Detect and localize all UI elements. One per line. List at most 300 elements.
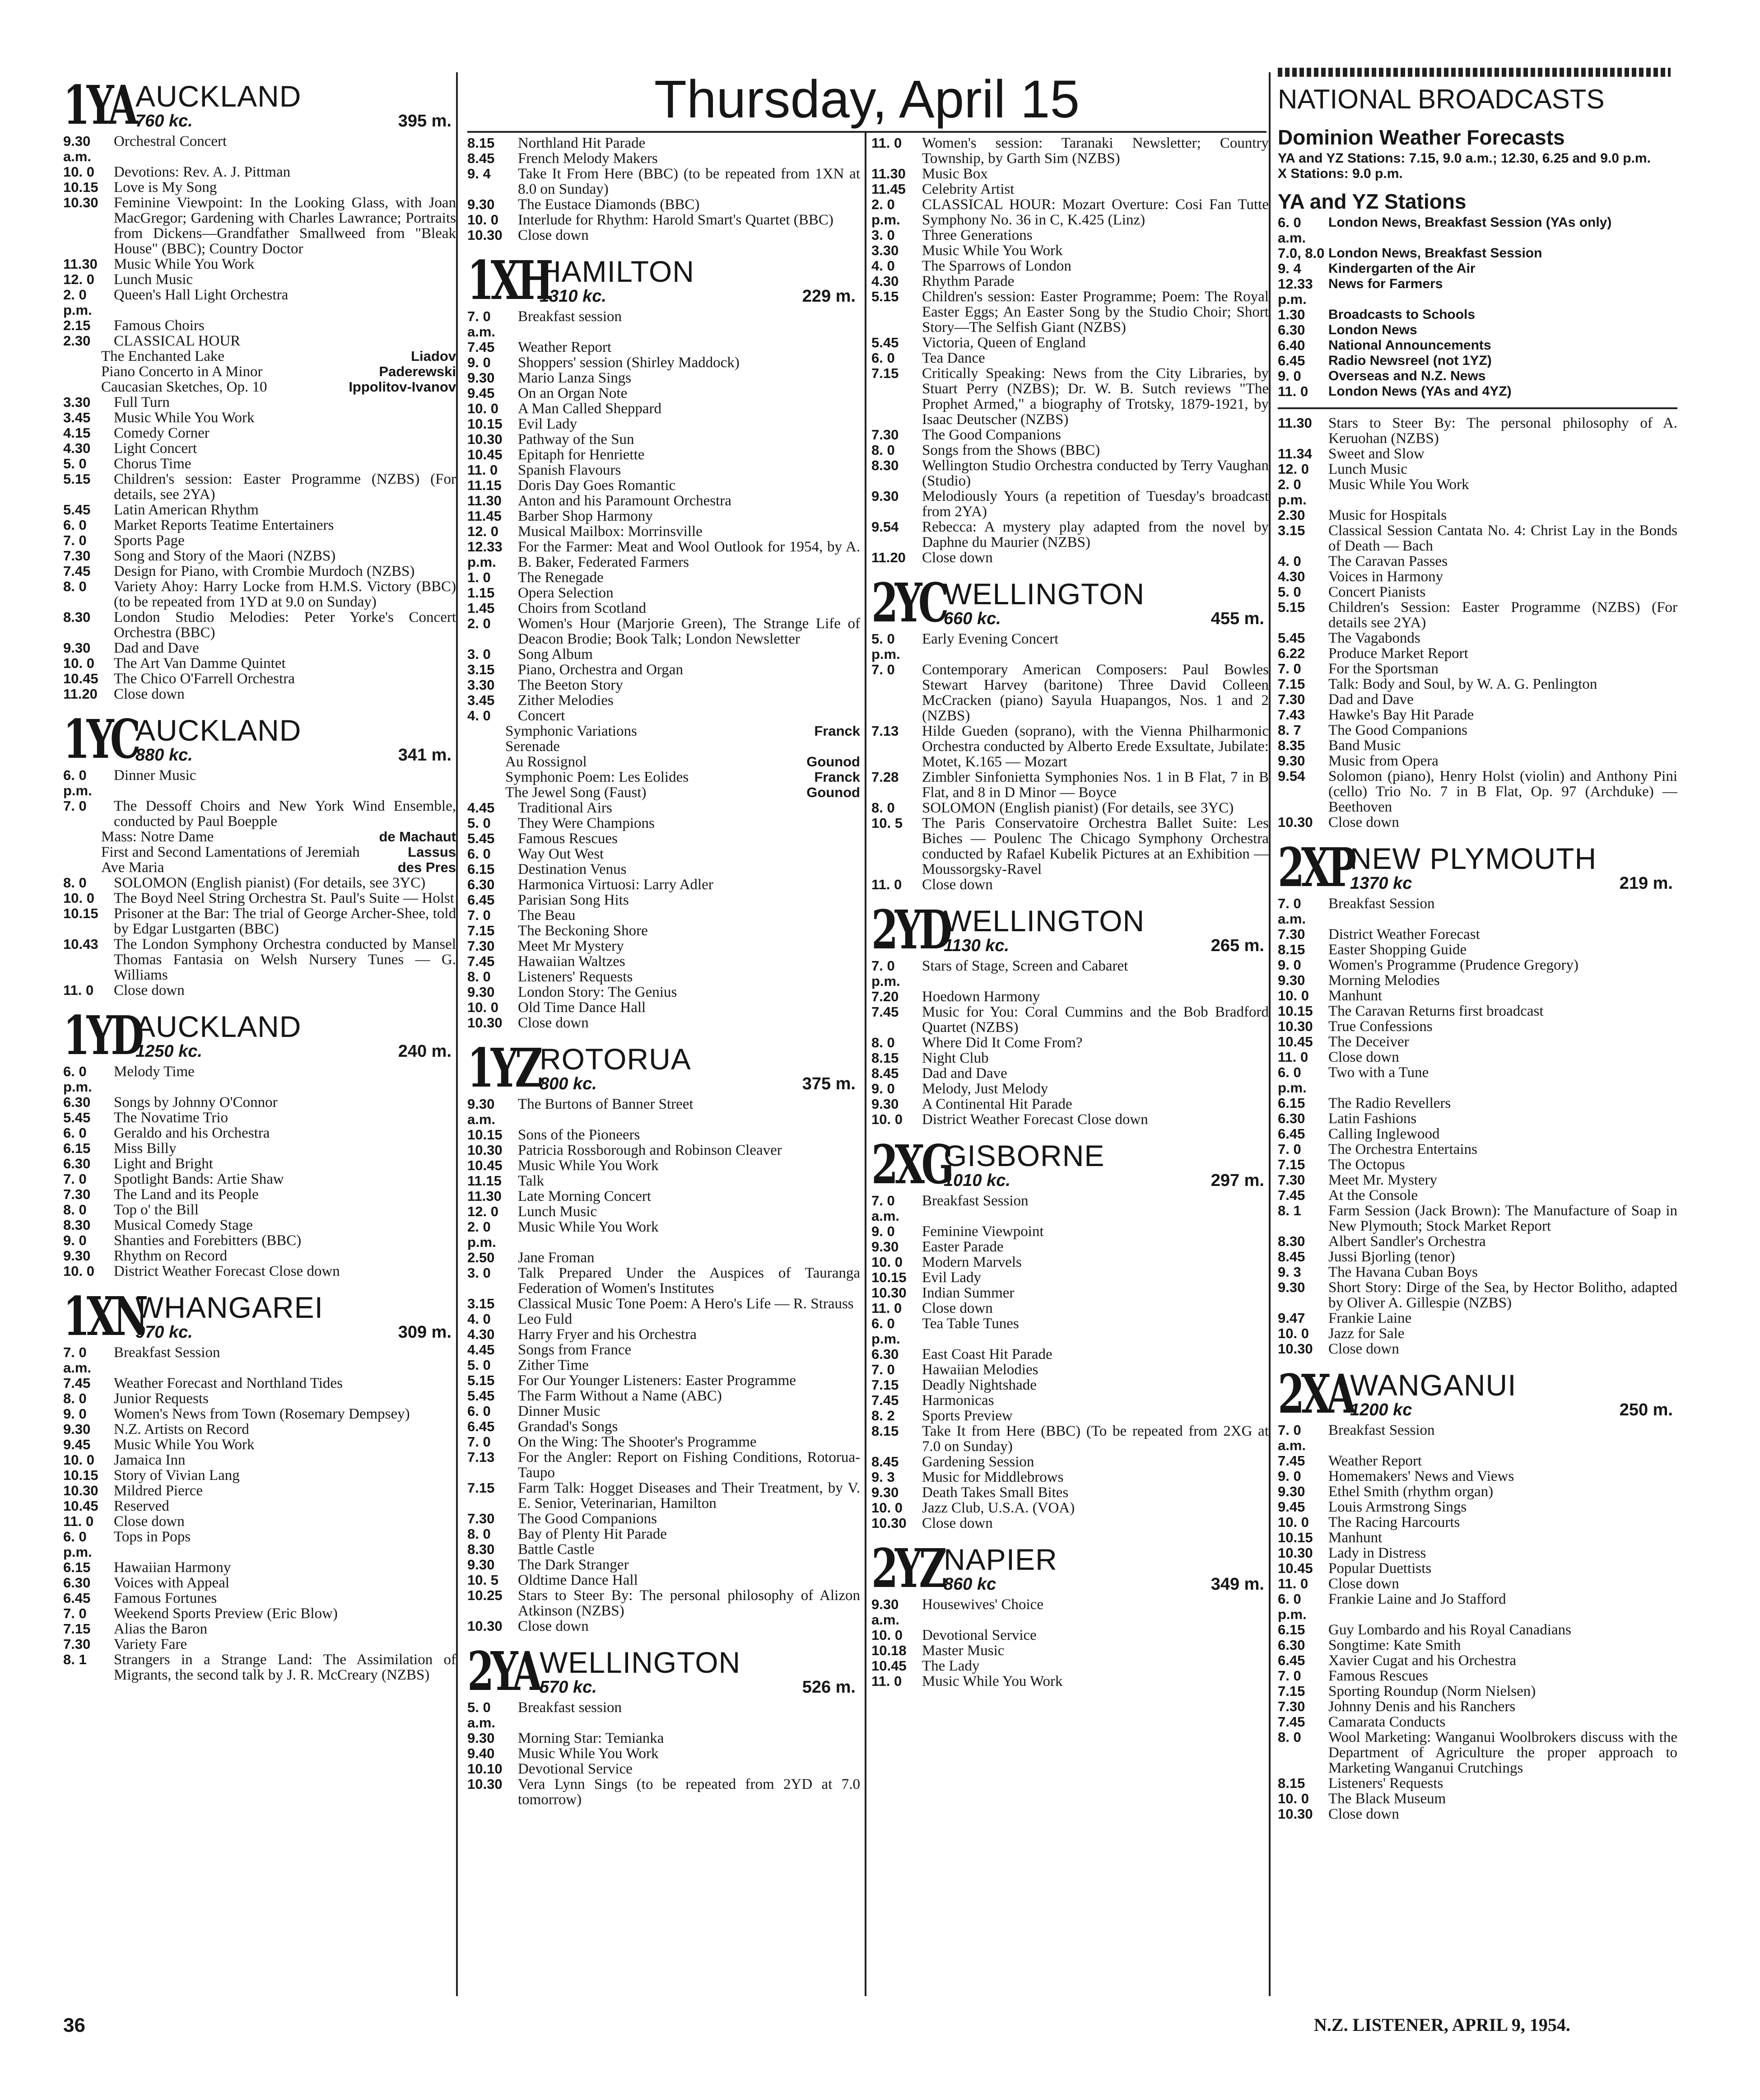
time: 7. 0 [871, 662, 895, 677]
schedule-row [1278, 1234, 1677, 1249]
programme: A Continental Hit Parade [922, 1096, 1072, 1112]
schedule-row [467, 1619, 860, 1634]
schedule-row [63, 134, 456, 164]
schedule-row [1278, 1188, 1677, 1203]
schedule-row [63, 1095, 456, 1110]
programme: Close down [518, 1015, 589, 1031]
schedule-row [63, 1391, 456, 1406]
schedule-row [467, 862, 860, 877]
station-wavelength: 219 m. [1619, 874, 1673, 893]
programme: Full Turn [114, 394, 170, 411]
schedule-row [63, 1437, 456, 1452]
schedule-row [871, 1597, 1269, 1628]
time: 12.33 p.m. [1278, 276, 1313, 307]
time: 8.15 [1278, 1775, 1305, 1791]
schedule-row [871, 1470, 1269, 1485]
schedule-row [467, 1015, 860, 1031]
work-row [467, 770, 860, 785]
time: 9.30 [871, 1239, 899, 1255]
programme: Vera Lynn Sings (to be repeated from 2YD at 7.0 tomorrow) [518, 1776, 860, 1808]
time: 8. 0 [871, 800, 895, 816]
work-title: Mass: Notre Dame [101, 829, 214, 845]
programme: The Renegade [518, 569, 604, 586]
schedule-row [63, 425, 456, 441]
programme: Feminine Viewpoint [922, 1223, 1044, 1240]
time: 8. 0 [467, 969, 491, 985]
time: 7.30 [1278, 1699, 1305, 1714]
station-name: WELLINGTON [944, 577, 1145, 611]
programme: Variety Fare [114, 1636, 187, 1652]
time: 9.30 [467, 1730, 495, 1746]
schedule-row [1278, 1311, 1677, 1326]
schedule-row [467, 1526, 860, 1542]
work-title: Symphonic Variations [505, 723, 637, 739]
schedule-row [63, 333, 456, 349]
station-name-block [944, 1544, 1211, 1593]
programme: The Dessoff Choirs and New York Wind Ensemble, conducted by Paul Boepple [114, 798, 456, 830]
schedule-row [63, 1141, 456, 1156]
national-row [1278, 322, 1677, 338]
time: 11.30 [1278, 415, 1312, 431]
schedule-row [467, 197, 860, 212]
time: 6. 0 [63, 517, 87, 533]
schedule-row [871, 1316, 1269, 1347]
schedule-row [63, 287, 456, 318]
programme: Queen's Hall Light Orchestra [114, 287, 289, 303]
time: 6.30 [1278, 1637, 1305, 1653]
time: 11. 0 [467, 462, 498, 478]
column-4 [1278, 68, 1677, 1822]
programme: The Art Van Damme Quintet [114, 655, 286, 672]
schedule-row [871, 1301, 1269, 1316]
programme: Interlude for Rhythm: Harold Smart's Quartet (BBC) [518, 212, 833, 228]
time: 6.30 [1278, 1111, 1305, 1126]
composer: de Machaut [379, 829, 456, 845]
national-row [1278, 338, 1677, 353]
schedule-row [467, 585, 860, 601]
schedule-row [871, 816, 1269, 877]
schedule-row [467, 938, 860, 954]
programme: The Good Companions [518, 1511, 657, 1527]
schedule-row [871, 1393, 1269, 1408]
schedule-row [871, 1643, 1269, 1658]
column-rule [1269, 72, 1271, 1996]
time: 9.30 a.m. [871, 1596, 900, 1628]
time: 7.43 [1278, 707, 1305, 723]
programme: Spotlight Bands: Artie Shaw [114, 1171, 284, 1187]
column-1 [63, 68, 456, 1683]
time: 6.30 [63, 1575, 91, 1591]
work-row [63, 349, 456, 364]
schedule-row [467, 1143, 860, 1158]
schedule-row [63, 318, 456, 333]
schedule-row [63, 1575, 456, 1591]
programme: Zimbler Sinfonietta Symphonies Nos. 1 in B Flat, 7 in B Flat, and 8 in D Minor — Boyce [922, 769, 1269, 801]
programme: Music While You Work [1328, 476, 1469, 493]
schedule-row [467, 1777, 860, 1807]
time: 3.30 [467, 677, 495, 693]
schedule-row [467, 401, 860, 416]
station-name-block [944, 905, 1211, 955]
programme: Northland Hit Parade [518, 135, 646, 151]
programme: Harmonicas [922, 1392, 994, 1409]
programme: Dad and Dave [114, 640, 199, 656]
programme: Broadcasts to Schools [1328, 307, 1476, 322]
programme: Sports Preview [922, 1408, 1013, 1424]
time: 9. 3 [871, 1469, 895, 1485]
time: 2.30 [1278, 507, 1305, 523]
time: 7.15 [871, 365, 899, 381]
programme: Hoedown Harmony [922, 989, 1040, 1005]
time: 7.20 [871, 989, 899, 1004]
programme: Kindergarten of the Air [1328, 261, 1476, 276]
schedule-row [1278, 1699, 1677, 1714]
schedule-row [1278, 1172, 1677, 1188]
programme: Solomon (piano), Henry Holst (violin) and Anthony Pini (cello) Trio No. 7 in B Flat, Op. 97 (Archduke) — Beethoven [1328, 768, 1677, 815]
time: 10.30 [871, 1515, 907, 1531]
programme: The Beau [518, 907, 576, 924]
programme: Anton and his Paramount Orchestra [518, 493, 731, 509]
time: 2. 0 p.m. [871, 196, 900, 228]
programme: The Eustace Diamonds (BBC) [518, 196, 700, 213]
schedule-row [1278, 957, 1677, 973]
time: 10.45 [467, 1157, 503, 1173]
time: 7. 0 a.m. [871, 1193, 900, 1224]
programme: Zither Time [518, 1357, 589, 1373]
programme: Spanish Flavours [518, 462, 621, 478]
programme: District Weather Forecast Close down [922, 1111, 1148, 1128]
programme: The Farm Without a Name (ABC) [518, 1388, 722, 1404]
schedule-row [1278, 1499, 1677, 1515]
time: 11. 0 [871, 135, 902, 151]
schedule-row [871, 1674, 1269, 1689]
station-wavelength: 455 m. [1211, 609, 1264, 628]
programme: Lunch Music [114, 271, 193, 288]
schedule-row [1278, 942, 1677, 957]
national-row [1278, 369, 1677, 384]
station-name-block [135, 1292, 398, 1341]
schedule-row [467, 816, 860, 831]
schedule-row [1278, 415, 1677, 446]
time: 8.45 [871, 1454, 899, 1470]
time: 12. 0 [1278, 461, 1309, 477]
time: 9. 0 [63, 1232, 87, 1248]
time: 3.15 [467, 662, 495, 677]
time: 10. 0 [1278, 1791, 1309, 1806]
schedule-row [871, 631, 1269, 662]
programme: Story of Vivian Lang [114, 1467, 240, 1484]
programme: Latin American Rhythm [114, 502, 259, 518]
time: 11. 0 [871, 1300, 902, 1316]
schedule-row [63, 1406, 456, 1422]
programme: Breakfast session [518, 1699, 622, 1716]
programme: Weather Report [1328, 1453, 1422, 1469]
schedule-row [871, 800, 1269, 816]
time: 10.45 [871, 1658, 907, 1674]
time: 2. 0 p.m. [63, 287, 92, 318]
programme: Close down [1328, 1576, 1399, 1592]
time: 1. 0 [467, 569, 491, 585]
schedule-row [871, 1423, 1269, 1454]
work-row [467, 723, 860, 739]
schedule-row [63, 640, 456, 656]
programme: Lunch Music [1328, 461, 1408, 477]
programme: Light Concert [114, 440, 197, 457]
station-name: WANGANUI [1350, 1368, 1517, 1402]
programme: Jamaica Inn [114, 1452, 186, 1468]
time: 10. 0 [871, 1500, 903, 1516]
programme: Hilde Gueden (soprano), with the Vienna Philharmonic Orchestra conducted by Alberto Erede Exsultate, Jubilate: Motet, K.165 — Mozart [922, 723, 1269, 770]
time: 4.30 [467, 1326, 495, 1342]
schedule-row [467, 1511, 860, 1526]
time: 2. 0 [467, 616, 491, 631]
station-heading [467, 249, 860, 312]
time: 10.30 [467, 1142, 503, 1158]
schedule-row [63, 195, 456, 257]
schedule-row [467, 677, 860, 693]
schedule-row [1278, 1326, 1677, 1341]
time: 7.28 [871, 769, 899, 785]
schedule-row [871, 274, 1269, 289]
station-name-block [135, 714, 398, 764]
time: 6.45 [63, 1590, 91, 1606]
schedule-row [467, 151, 860, 166]
time: 10.30 [467, 431, 503, 447]
schedule-row [63, 1376, 456, 1391]
station-frequency: 1200 kc [1350, 1400, 1412, 1419]
schedule-row [467, 693, 860, 708]
schedule-row [467, 1265, 860, 1296]
time: 10.15 [871, 1269, 907, 1285]
national-row [1278, 307, 1677, 322]
time: 7. 0 [1278, 1668, 1301, 1684]
schedule-row [467, 1000, 860, 1015]
station-wavelength: 375 m. [802, 1074, 856, 1093]
programme: Sporting Roundup (Norm Nielsen) [1328, 1683, 1536, 1699]
programme: Tea Dance [922, 350, 985, 366]
publication-credit: N.Z. LISTENER, APRIL 9, 1954. [1314, 2015, 1570, 2035]
time: 7.30 [1278, 926, 1305, 942]
programme: Concert [518, 708, 565, 724]
time: 10.15 [1278, 1530, 1313, 1545]
programme: Battle Castle [518, 1541, 595, 1558]
programme: Rhythm on Record [114, 1248, 228, 1264]
time: 8. 7 [1278, 722, 1301, 738]
schedule-row [63, 1468, 456, 1483]
time: 7.45 [467, 339, 495, 355]
schedule-row [63, 1345, 456, 1376]
programme: Music Box [922, 166, 988, 182]
time: 6. 0 [63, 1125, 87, 1141]
time: 10.30 [1278, 1545, 1313, 1561]
time: 10.25 [467, 1587, 503, 1603]
programme: Children's session: Easter Programme; Poem: The Royal Easter Eggs; An Easter Song by the Studio Choir; Short Story—The Selfish Giant (NZBS) [922, 289, 1269, 336]
programme: Housewives' Choice [922, 1596, 1043, 1613]
schedule-row [467, 1358, 860, 1373]
programme: Night Club [922, 1050, 989, 1066]
time: 11.30 [63, 256, 98, 272]
schedule-row [63, 1202, 456, 1218]
schedule-row [871, 550, 1269, 565]
programme: Famous Rescues [518, 831, 618, 847]
schedule-row [63, 1264, 456, 1279]
station-frequency: 800 kc. [540, 1074, 597, 1093]
schedule-row [467, 1296, 860, 1311]
station-wavelength: 240 m. [398, 1042, 452, 1061]
schedule-row [63, 441, 456, 456]
time: 7.13 [467, 1449, 495, 1465]
time: 9.45 [1278, 1499, 1305, 1515]
programme: Love is My Song [114, 179, 217, 196]
time: 8. 1 [1278, 1203, 1301, 1218]
time: 11. 0 [1278, 1576, 1308, 1591]
time: 9. 0 [467, 355, 491, 370]
programme: Close down [114, 982, 185, 999]
programme: Ethel Smith (rhythm organ) [1328, 1484, 1494, 1500]
programme: The Caravan Passes [1328, 553, 1448, 569]
station-name: NAPIER [944, 1543, 1057, 1576]
station-callsign: 2YD [871, 898, 949, 961]
schedule-row [63, 395, 456, 410]
work-title: Serenade [505, 738, 560, 755]
programme: The Havana Cuban Boys [1328, 1264, 1478, 1280]
programme: Variety Ahoy: Harry Locke from H.M.S. Victory (BBC) (to be repeated from 1YD at 9.0 on Sunday) [114, 579, 456, 610]
schedule-row [467, 1373, 860, 1388]
programme: Hawke's Bay Hit Parade [1328, 707, 1474, 723]
schedule-row [467, 370, 860, 386]
schedule-row [1278, 446, 1677, 462]
schedule-row [871, 1081, 1269, 1097]
schedule-row [871, 458, 1269, 489]
programme: Master Music [922, 1643, 1005, 1659]
schedule-row [63, 257, 456, 272]
programme: For the Angler: Report on Fishing Conditions, Rotorua-Taupo [518, 1449, 860, 1481]
programme: Dad and Dave [922, 1065, 1007, 1082]
programme: The Orchestra Entertains [1328, 1141, 1477, 1157]
time: 5.15 [467, 1372, 495, 1388]
schedule-row [871, 958, 1269, 989]
programme: Reserved [114, 1498, 169, 1514]
time: 10. 5 [871, 815, 903, 831]
time: 5.15 [1278, 599, 1305, 615]
schedule-row [871, 1050, 1269, 1066]
programme: Musical Mailbox: Morrinsville [518, 523, 703, 540]
time: 8.45 [871, 1065, 899, 1081]
time: 9. 0 [1278, 368, 1301, 384]
schedule-row [467, 800, 860, 816]
programme: Close down [1328, 1049, 1399, 1065]
programme: District Weather Forecast [1328, 926, 1480, 943]
schedule-row [63, 1652, 456, 1683]
time: 11. 0 [1278, 383, 1308, 399]
time: 10. 0 [467, 401, 498, 416]
programme: Opera Selection [518, 585, 614, 601]
schedule-row [467, 524, 860, 539]
schedule-row [63, 502, 456, 518]
time: 6. 0 [871, 350, 895, 366]
schedule-row [63, 1637, 456, 1652]
time: 10. 0 [63, 655, 94, 671]
time: 1.30 [1278, 307, 1305, 322]
programme: Critically Speaking: News from the City Libraries, by Stuart Perry (NZBS); Dr. W. B. Sutch reviews "The Prophet Armed," a biography of Trotsky, 1879-1921, by Isaac Deutscher (NZBS) [922, 365, 1269, 428]
work-row [467, 739, 860, 754]
time: 6.15 [467, 861, 495, 877]
time: 10. 0 [467, 212, 498, 228]
time: 10. 0 [467, 999, 498, 1015]
programme: Rebecca: A mystery play adapted from the novel by Daphne du Maurier (NZBS) [922, 519, 1269, 551]
schedule-row [467, 570, 860, 585]
schedule-row [63, 1591, 456, 1606]
time: 9.40 [467, 1745, 495, 1761]
schedule-row [1278, 1265, 1677, 1280]
time: 6.22 [1278, 645, 1305, 661]
programme: Manhunt [1328, 988, 1383, 1004]
programme: At the Console [1328, 1187, 1418, 1204]
station-callsign: 1XH [467, 249, 550, 312]
composer: Franck [814, 769, 860, 785]
time: 9.30 [1278, 1484, 1305, 1499]
programme: Frankie Laine [1328, 1310, 1412, 1326]
time: 4.45 [467, 800, 495, 816]
schedule-row [467, 1700, 860, 1731]
time: 10.10 [467, 1761, 503, 1777]
schedule-row [63, 671, 456, 686]
programme: Frankie Laine and Jo Stafford [1328, 1591, 1506, 1607]
schedule-row [871, 1224, 1269, 1239]
time: 8.30 [63, 609, 91, 625]
time: 6.30 [871, 1346, 899, 1362]
time: 6.30 [63, 1094, 91, 1110]
programme: Weather Report [518, 339, 612, 355]
schedule-row [467, 135, 860, 151]
time: 9.30 a.m. [63, 133, 92, 164]
schedule-row [467, 908, 860, 923]
station-callsign: 2XP [1278, 836, 1354, 899]
schedule-row [467, 1419, 860, 1434]
programme: Songs from the Shows (BBC) [922, 442, 1100, 458]
time: 6.15 [63, 1559, 91, 1575]
schedule-row [871, 662, 1269, 723]
time: 4. 0 [1278, 553, 1301, 569]
programme: Breakfast Session [114, 1344, 220, 1361]
programme: Stars to Steer By: The personal philosophy of A. Keruohan (NZBS) [1328, 415, 1677, 447]
schedule-row [1278, 569, 1677, 584]
time: 9. 0 [871, 1223, 895, 1239]
programme: Deadly Nightshade [922, 1377, 1037, 1393]
composer: Ippolitov-Ivanov [349, 379, 456, 395]
work-title: Piano Concerto in A Minor [101, 364, 263, 380]
time: 6. 0 p.m. [1278, 1064, 1307, 1096]
station-name: AUCKLAND [135, 714, 302, 747]
programme: Xavier Cugat and his Orchestra [1328, 1652, 1517, 1669]
programme: Jane Froman [518, 1250, 595, 1266]
programme: Strangers in a Strange Land: The Assimilation of Migrants, the second talk by J. R. McCreary (NZBS) [114, 1652, 456, 1683]
time: 8. 0 [63, 1202, 87, 1218]
station-wavelength: 265 m. [1211, 936, 1264, 955]
programme: Where Did It Come From? [922, 1035, 1083, 1051]
schedule-row [467, 509, 860, 524]
programme: For Our Younger Listeners: Easter Programme [518, 1372, 796, 1389]
time: 10. 0 [1278, 1325, 1309, 1341]
schedule-row [467, 1219, 860, 1250]
programme: Close down [922, 1300, 993, 1316]
station-name-block [135, 80, 398, 130]
time: 8. 0 [467, 1526, 491, 1542]
schedule-row [63, 1452, 456, 1468]
programme: Destination Venus [518, 861, 627, 877]
programme: The Dark Stranger [518, 1557, 629, 1573]
time: 6. 0 p.m. [63, 1529, 92, 1560]
